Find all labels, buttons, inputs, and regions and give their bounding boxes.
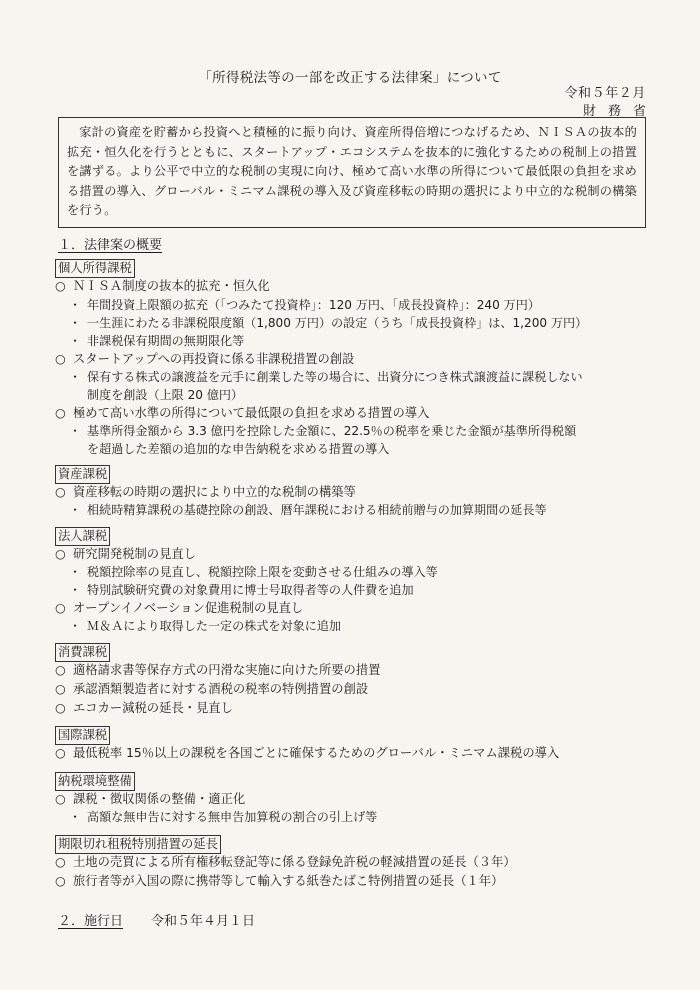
- circle-marker: ○: [55, 601, 66, 615]
- section-1-heading: １．法律案の概要: [58, 238, 163, 253]
- list-item: ・ 税額控除率の見直し、税額控除上限を変動させる仕組みの導入等: [69, 565, 438, 579]
- section-2-heading: ２．施行日: [58, 914, 124, 929]
- nisa-item: [55, 277, 270, 295]
- bullet-marker: ・: [69, 298, 82, 312]
- list-item: ・ 一生涯にわたる非課税限度額（1,800 万円）の設定（うち「成長投資枠」は、1,200 万円）: [69, 316, 588, 330]
- startup-item: ○ スタートアップへの再投資に係る非課税措置の創設: [55, 352, 355, 366]
- list-item: ○ 課税・徴収関係の整備・適正化: [55, 792, 246, 806]
- circle-marker: ○: [55, 352, 66, 366]
- document-title: 「所得税法等の一部を改正する法律案」について: [198, 70, 502, 86]
- list-item: ○ 適格請求書等保存方式の円滑な実施に向けた所要の措置: [55, 663, 381, 677]
- list-item: ○ 旅行者等が入国の際に携帯等して輸入する紙巻たばこ特例措置の延長（１年）: [55, 874, 504, 888]
- international-tax-heading: 国際課税: [55, 726, 110, 745]
- list-item: ○ 土地の売買による所有権移転登記等に係る登録免許税の軽減措置の延長（３年）: [55, 855, 516, 869]
- list-item: ・ 非課税保有期間の無期限化等: [69, 334, 245, 348]
- list-item: ・ 保有する株式の譲渡益を元手に創業した等の場合に、出資分につき株式譲渡益に課税しない: [69, 370, 583, 384]
- bullet-marker: ・: [69, 334, 82, 348]
- circle-marker: ○: [55, 792, 66, 806]
- bullet-marker: ・: [69, 619, 82, 633]
- circle-marker: ○: [55, 406, 66, 420]
- list-item: ○ 最低税率 15％以上の課税を各国ごとに確保するためのグローバル・ミニマム課税の導入: [55, 746, 560, 760]
- effective-date: 令和５年４月１日: [151, 914, 256, 929]
- circle-marker: ○: [55, 682, 66, 696]
- list-item: ・ 基準所得金額から 3.3 億円を控除した金額に、22.5％の税率を乗じた金額が基準所得税額: [69, 424, 577, 438]
- circle-marker: ○: [55, 485, 66, 499]
- bullet-marker: ・: [69, 503, 82, 517]
- bullet-marker: ・: [69, 316, 82, 330]
- circle-marker: ○: [55, 701, 66, 715]
- circle-marker: ○: [55, 663, 66, 677]
- circle-marker: ○: [55, 855, 66, 869]
- tax-environment-heading: 納税環境整備: [55, 772, 135, 791]
- rnd-item: ○ 研究開発税制の見直し: [55, 547, 196, 561]
- list-item-continuation: を超過した差額の追加的な申告納税を求める措置の導入: [87, 442, 390, 456]
- expiring-measures-heading: 期限切れ租税特別措置の延長: [55, 835, 221, 854]
- asset-item: ○ 資産移転の時期の選択により中立的な税制の構築等: [55, 485, 356, 499]
- bullet-marker: ・: [69, 583, 82, 597]
- circle-marker: ○: [55, 547, 66, 561]
- circle-marker: ○: [55, 746, 66, 760]
- circle-marker: ○: [55, 279, 66, 293]
- list-item: ・ 高額な無申告に対する無申告加算税の割合の引上げ等: [69, 810, 378, 824]
- bullet-marker: ・: [69, 370, 82, 384]
- bullet-marker: ・: [69, 565, 82, 579]
- open-innovation-item: ○ オープンイノベーション促進税制の見直し: [55, 601, 304, 615]
- individual-tax-heading: 個人所得課税: [55, 259, 135, 278]
- list-item: ・ 相続時精算課税の基礎控除の創設、暦年課税における相続前贈与の加算期間の延長等: [69, 503, 547, 517]
- list-item: ・ 特別試験研究費の対象費用に博士号取得者等の人件費を追加: [69, 583, 414, 597]
- asset-tax-heading: 資産課税: [55, 465, 110, 484]
- bullet-marker: ・: [69, 424, 82, 438]
- issuing-agency: 財務省: [582, 104, 658, 119]
- nisa-text: ＮＩＳＡ制度の抜本的拡充・恒久化: [73, 279, 270, 293]
- list-item: ○ エコカー減税の延長・見直し: [55, 701, 233, 715]
- list-item: ・ Ｍ＆Ａにより取得した一定の株式を対象に追加: [69, 619, 341, 633]
- circle-marker: ○: [55, 874, 66, 888]
- document-date: 令和５年２月: [564, 86, 646, 101]
- bullet-marker: ・: [69, 810, 82, 824]
- summary-box: 家計の資産を貯蓄から投資へと積極的に振り向け、資産所得倍増につなげるため、ＮＩＳＡの抜本的拡充・恒久化を行うとともに、スタートアップ・エコシステムを抜本的に強化するための税制上の措置を講ずる。より公平で中立的な税制の実現に向け、極めて高い水準の所得について最低限の負担を求める措置の導入、グローバル・ミニマム課税の導入及び資産移転の時期の選択により中立的な税制の構築を行う。: [58, 117, 646, 228]
- consumption-tax-heading: 消費課税: [55, 643, 110, 662]
- section-2: [58, 910, 255, 929]
- list-item: ○ 承認酒類製造者に対する酒税の税率の特例措置の創設: [55, 682, 369, 696]
- corporate-tax-heading: 法人課税: [55, 527, 110, 546]
- list-item: ・ 年間投資上限額の拡充（「つみたて投資枠」：120 万円、「成長投資枠」：240 万円）: [69, 298, 540, 312]
- high-income-item: ○ 極めて高い水準の所得について最低限の負担を求める措置の導入: [55, 406, 430, 420]
- list-item-continuation: 制度を創設（上限 20 億円）: [87, 388, 244, 402]
